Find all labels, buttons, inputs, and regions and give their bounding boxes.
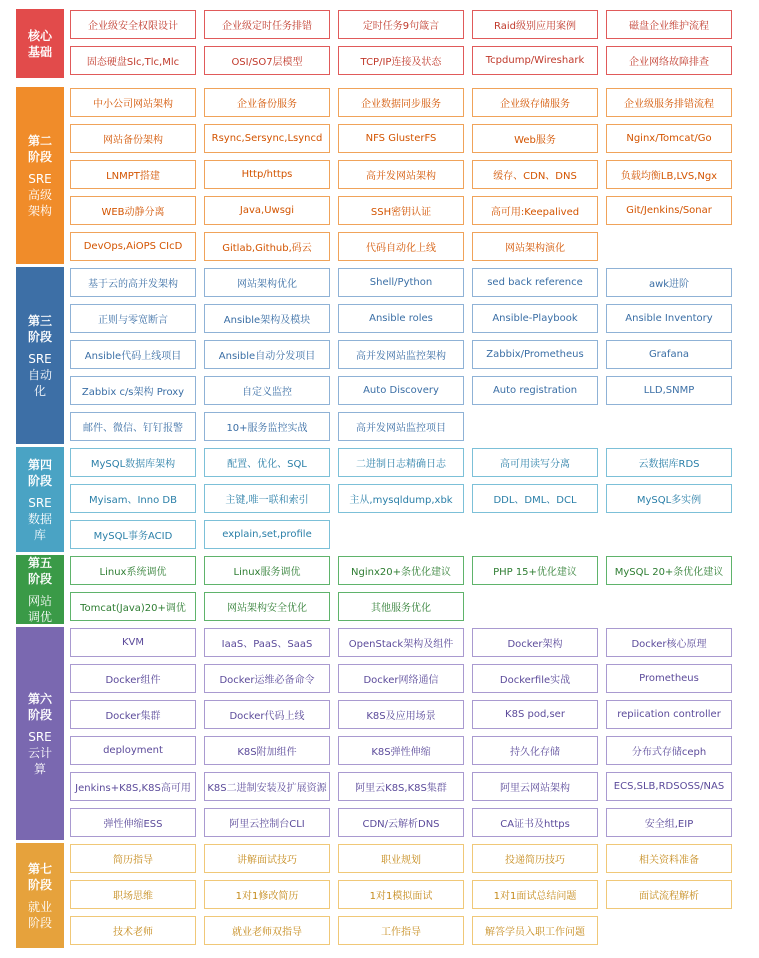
topic-cell: Auto registration [472, 376, 598, 405]
topic-cell: OpenStack架构及组件 [338, 628, 464, 657]
topic-cell: CDN/云解析DNS [338, 808, 464, 837]
topic-cell: MySQL事务ACID [70, 520, 196, 549]
topic-cell: 自定义监控 [204, 376, 330, 405]
topic-cell: OSI/SO7层模型 [204, 46, 330, 75]
topic-cell: 职场思维 [70, 880, 196, 909]
topic-cell: Rsync,Sersync,Lsyncd [204, 124, 330, 153]
topic-cell: 10+服务监控实战 [204, 412, 330, 441]
topic-cell: Ansible roles [338, 304, 464, 333]
topic-cell: Zabbix c/s架构 Proxy [70, 376, 196, 405]
topic-cell: sed back reference [472, 268, 598, 297]
stage-title-line: 阶段 [27, 571, 52, 586]
topic-cell: 云数据库RDS [606, 448, 732, 477]
stage-subtitle-line: 算 [33, 761, 46, 776]
stage-subtitle-line: SRE [28, 351, 52, 366]
topic-cell: MySQL数据库架构 [70, 448, 196, 477]
topic-cell: LLD,SNMP [606, 376, 732, 405]
topic-cell: Git/Jenkins/Sonar [606, 196, 732, 225]
topic-cell: explain,set,profile [204, 520, 330, 549]
topic-cell: Grafana [606, 340, 732, 369]
stage-label [16, 9, 64, 78]
stage-subtitle [28, 593, 52, 625]
topic-cell: repiication controller [606, 700, 732, 729]
topic-cell: Web服务 [472, 124, 598, 153]
stage-title-line: 第三 [27, 313, 52, 328]
topic-cell: 阿里云网站架构 [472, 772, 598, 801]
topic-cell: 高并发网站架构 [338, 160, 464, 189]
topic-cell: 网站架构优化 [204, 268, 330, 297]
topic-cell: 高并发网站监控架构 [338, 340, 464, 369]
topic-cell: 弹性伸缩ESS [70, 808, 196, 837]
topic-cell: Jenkins+K8S,K8S高可用 [70, 772, 196, 801]
topic-cell: 企业级存储服务 [472, 88, 598, 117]
stage-title-line: 阶段 [27, 149, 52, 164]
stage-subtitle-line: 阶段 [27, 915, 52, 930]
topic-cell: Docker组件 [70, 664, 196, 693]
topic-cell: Ansible代码上线项目 [70, 340, 196, 369]
topic-cell: Docker网络通信 [338, 664, 464, 693]
topic-cell: Tcpdump/Wireshark [472, 46, 598, 75]
topic-cell: ECS,SLB,RDSOSS/NAS [606, 772, 732, 801]
topic-cell: Docker核心原理 [606, 628, 732, 657]
topic-cell: Ansible自动分发项目 [204, 340, 330, 369]
topic-cell: Docker运维必备命令 [204, 664, 330, 693]
stage-label [16, 87, 64, 264]
stage-subtitle-line: 架构 [27, 203, 52, 218]
topic-cell: LNMPT搭建 [70, 160, 196, 189]
topic-cell: 讲解面试技巧 [204, 844, 330, 873]
stage-subtitle-line: 库 [33, 527, 46, 542]
topic-cell: Linux服务调优 [204, 556, 330, 585]
topic-cell: 定时任务9句箴言 [338, 10, 464, 39]
topic-cell: 工作指导 [338, 916, 464, 945]
topic-cell: K8S弹性伸缩 [338, 736, 464, 765]
stage-subtitle [28, 171, 52, 219]
stage-subtitle-line: 自动 [27, 367, 52, 382]
topic-cell: 高可用读写分离 [472, 448, 598, 477]
topic-cell: 高可用:Keepalived [472, 196, 598, 225]
topic-cell: PHP 15+优化建议 [472, 556, 598, 585]
stage-label [16, 843, 64, 948]
topic-cell: MySQL多实例 [606, 484, 732, 513]
topic-cell: 正则与零宽断言 [70, 304, 196, 333]
topic-cell: deployment [70, 736, 196, 765]
topic-cell: K8S附加组件 [204, 736, 330, 765]
stage-title-line: 基础 [27, 44, 52, 59]
stage-title-line: 阶段 [27, 877, 52, 892]
topic-cell: Nginx/Tomcat/Go [606, 124, 732, 153]
stage-subtitle-line: 化 [33, 383, 46, 398]
topic-cell: Dockerfile实战 [472, 664, 598, 693]
topic-cell: 企业级安全权限设计 [70, 10, 196, 39]
topic-cell: 1对1面试总结问题 [472, 880, 598, 909]
topic-cell: DevOps,AiOPS CIcD [70, 232, 196, 261]
topic-cell: 企业级定时任务排错 [204, 10, 330, 39]
topic-cell: WEB动静分离 [70, 196, 196, 225]
topic-cell: 职业规划 [338, 844, 464, 873]
topic-cell: 投递简历技巧 [472, 844, 598, 873]
topic-cell: 基于云的高并发架构 [70, 268, 196, 297]
stage-title-line: 阶段 [27, 329, 52, 344]
topic-cell: IaaS、PaaS、SaaS [204, 628, 330, 657]
topic-cell: 阿里云K8S,K8S集群 [338, 772, 464, 801]
topic-cell: 高并发网站监控项目 [338, 412, 464, 441]
stage-title-line: 第二 [27, 133, 52, 148]
topic-cell: 安全组,EIP [606, 808, 732, 837]
topic-cell: Http/https [204, 160, 330, 189]
stage-subtitle-line: 云计 [27, 745, 52, 760]
stage-subtitle [28, 351, 52, 399]
stage-label [16, 627, 64, 840]
stage-subtitle-line: SRE [28, 729, 52, 744]
stage-subtitle-line: 网站 [27, 593, 52, 608]
topic-cell: 就业老师双指导 [204, 916, 330, 945]
topic-cell: MySQL 20+条优化建议 [606, 556, 732, 585]
stage-title-line: 第七 [27, 861, 52, 876]
topic-cell: 技术老师 [70, 916, 196, 945]
topic-cell: 企业数据同步服务 [338, 88, 464, 117]
stage-title-line: 核心 [27, 28, 52, 43]
topic-cell: Gitlab,Github,码云 [204, 232, 330, 261]
stage-subtitle-line: SRE [28, 495, 52, 510]
topic-cell: 配置、优化、SQL [204, 448, 330, 477]
topic-cell: 企业网络故障排查 [606, 46, 732, 75]
stage-title-line: 第四 [27, 457, 52, 472]
stage-subtitle [28, 729, 52, 777]
topic-cell: 持久化存储 [472, 736, 598, 765]
topic-cell: K8S pod,ser [472, 700, 598, 729]
stage-subtitle-line: SRE [28, 171, 52, 186]
topic-cell: Ansible Inventory [606, 304, 732, 333]
stage-label [16, 555, 64, 624]
topic-cell: Docker架构 [472, 628, 598, 657]
topic-cell: 主键,唯一联和索引 [204, 484, 330, 513]
stage-title-line: 阶段 [27, 473, 52, 488]
stage-title-line: 第五 [27, 555, 52, 570]
topic-cell: 企业级服务排错流程 [606, 88, 732, 117]
topic-cell: Ansible-Playbook [472, 304, 598, 333]
topic-cell: 1对1修改简历 [204, 880, 330, 909]
topic-cell: K8S二进制安装及扩展资源 [204, 772, 330, 801]
topic-cell: 1对1模拟面试 [338, 880, 464, 909]
topic-cell: NFS GlusterFS [338, 124, 464, 153]
topic-cell: Ansible架构及模块 [204, 304, 330, 333]
stage-subtitle-line: 就业 [27, 899, 52, 914]
topic-cell: 相关资料准备 [606, 844, 732, 873]
stage-subtitle [28, 899, 52, 931]
topic-cell: 简历指导 [70, 844, 196, 873]
topic-cell: 网站架构安全优化 [204, 592, 330, 621]
topic-cell: Zabbix/Prometheus [472, 340, 598, 369]
topic-cell: 阿里云控制台CLI [204, 808, 330, 837]
topic-cell: Nginx20+条优化建议 [338, 556, 464, 585]
topic-cell: 邮件、微信、钉钉报警 [70, 412, 196, 441]
topic-cell: KVM [70, 628, 196, 657]
topic-cell: 二进制日志精确日志 [338, 448, 464, 477]
topic-cell: Prometheus [606, 664, 732, 693]
topic-cell: 网站备份架构 [70, 124, 196, 153]
topic-cell: Docker集群 [70, 700, 196, 729]
topic-cell: 负载均衡LB,LVS,Ngx [606, 160, 732, 189]
topic-cell: Docker代码上线 [204, 700, 330, 729]
topic-cell: Java,Uwsgi [204, 196, 330, 225]
topic-cell: TCP/IP连接及状态 [338, 46, 464, 75]
topic-cell: Tomcat(Java)20+调优 [70, 592, 196, 621]
stage-title-line: 阶段 [27, 707, 52, 722]
topic-cell: 其他服务优化 [338, 592, 464, 621]
topic-cell: 代码自动化上线 [338, 232, 464, 261]
topic-cell: DDL、DML、DCL [472, 484, 598, 513]
topic-cell: 分布式存储ceph [606, 736, 732, 765]
stage-subtitle-line: 高级 [27, 187, 52, 202]
topic-cell: Raid级别应用案例 [472, 10, 598, 39]
topic-cell: Auto Discovery [338, 376, 464, 405]
topic-cell: 主从,mysqldump,xbk [338, 484, 464, 513]
topic-cell: Linux系统调优 [70, 556, 196, 585]
topic-cell: 缓存、CDN、DNS [472, 160, 598, 189]
stage-title-line: 第六 [27, 691, 52, 706]
topic-cell: 面试流程解析 [606, 880, 732, 909]
topic-cell: CA证书及https [472, 808, 598, 837]
topic-cell: K8S及应用场景 [338, 700, 464, 729]
topic-cell: 网站架构演化 [472, 232, 598, 261]
stage-label [16, 447, 64, 552]
stage-subtitle-line: 调优 [27, 609, 52, 624]
stage-subtitle-line: 数据 [27, 511, 52, 526]
topic-cell: Myisam、Inno DB [70, 484, 196, 513]
topic-cell: SSH密钥认证 [338, 196, 464, 225]
topic-cell: Shell/Python [338, 268, 464, 297]
topic-cell: 中小公司网站架构 [70, 88, 196, 117]
topic-cell: awk进阶 [606, 268, 732, 297]
stage-label [16, 267, 64, 444]
topic-cell: 企业备份服务 [204, 88, 330, 117]
stage-subtitle [28, 495, 52, 543]
topic-cell: 固态硬盘Slc,Tlc,Mlc [70, 46, 196, 75]
topic-cell: 磁盘企业维护流程 [606, 10, 732, 39]
topic-cell: 解答学员入职工作问题 [472, 916, 598, 945]
